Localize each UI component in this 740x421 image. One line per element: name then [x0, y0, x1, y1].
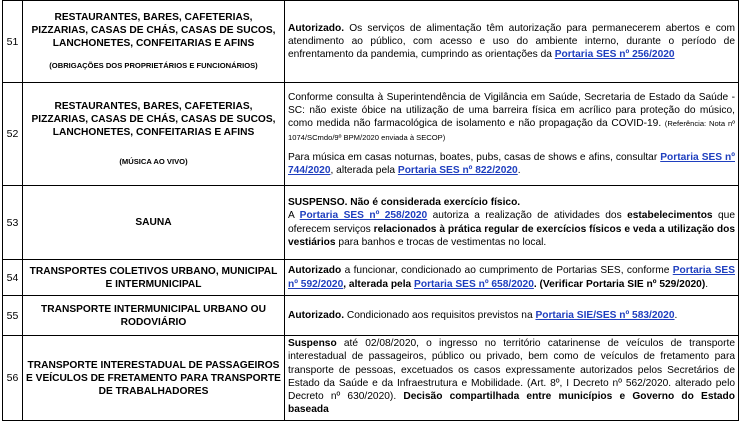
bold-text: estabelecimentos [627, 210, 713, 222]
description-cell [285, 260, 739, 296]
description-text: a funcionar, condicionado ao cumprimento de Portarias SES, conforme [341, 265, 673, 277]
description-text: Para música em casas noturnas, boates, pubs, casas de shows e afins, consultar [288, 151, 661, 163]
rules-table [2, 0, 739, 421]
description-text: Conforme consulta à Superintendência de Vigilância em Saúde, Secretaria de Estado da Saúde - SC: não existe óbice na utilização de uma barreira física em acrílico para proteção do músico, como medida não farmacológica de isolamento e não propagação da COVID-19. [288, 91, 735, 130]
description-text: autoriza a realização de atividades dos [427, 210, 628, 222]
activity-cell [23, 260, 285, 296]
row-number: 52 [3, 83, 23, 186]
activity-cell [23, 186, 285, 260]
activity-title: TRANSPORTE INTERESTADUAL DE PASSAGEIROS E VEÍCULOS DE FRETAMENTO PARA TRANSPORTE DE TRABALHADORES [26, 359, 281, 397]
activity-title: SAUNA [135, 217, 172, 228]
description-text: A [288, 210, 300, 222]
description-cell [285, 1, 739, 83]
description-text: Os serviços de alimentação têm autorização para permanecerem abertos e com atendimento ao público, com acesso e uso do ambiente interno, durante o período de enfrentamento da pandemia, cumprindo as orientações da [288, 22, 735, 61]
status-text: Autorizado. [288, 309, 345, 321]
portaria-link[interactable]: Portaria SES nº 592/2020 [288, 265, 736, 290]
table-row [3, 186, 739, 260]
row-number: 56 [3, 336, 23, 421]
portaria-link[interactable]: Portaria SES nº 744/2020 [288, 151, 735, 177]
portaria-link[interactable]: Portaria SES nº 258/2020 [299, 210, 428, 222]
description-text: . [674, 309, 678, 321]
description-cell [285, 336, 739, 421]
portaria-link[interactable]: Portaria SES nº 822/2020 [397, 165, 518, 177]
activity-title: RESTAURANTES, BARES, CAFETERIAS, PIZZARIAS, CASAS DE CHÁS, CASAS DE SUCOS, LANCHONETES, CONFEITARIAS E AFINS [31, 101, 276, 138]
description-text: Condicionado aos requisitos previstos na [344, 309, 536, 321]
description-text: . [705, 278, 709, 290]
description-text: até 02/08/2020, o ingresso no território catarinense de veículos de transporte interestadual de passageiros, público ou privado, bem como de veículos de fretamento para transporte de pessoas, excetuados os casos expressamente autorizados pelos Secretários de Estado da Saúde e da Infraestrutura e Mobilidade. (Art. 8º, I Decreto nº 562/2020. alterado pelo Decreto nº 630/2020). [288, 338, 735, 403]
description-cell [285, 186, 739, 260]
row-number: 54 [3, 260, 23, 296]
activity-cell [23, 83, 285, 186]
activity-title: TRANSPORTES COLETIVOS URBANO, MUNICIPAL E INTERMUNICIPAL [29, 265, 278, 290]
table-row [3, 296, 739, 336]
activity-note: (OBRIGAÇÕES DOS PROPRIETÁRIOS E FUNCIONÁRIOS) [49, 61, 258, 70]
reference-note: (Referência: Nota nº 1074/SCmdo/9º BPM/2020 enviada à SECOP) [288, 119, 735, 142]
status-text: Autorizado [288, 265, 342, 277]
activity-title: RESTAURANTES, BARES, CAFETERIAS, PIZZARIAS, CASAS DE CHÁS, CASAS DE SUCOS, LANCHONETES, CONFEITARIAS E AFINS [31, 12, 276, 49]
row-number: 53 [3, 186, 23, 260]
portaria-link[interactable]: Portaria SES nº 256/2020 [554, 49, 675, 61]
table-row [3, 1, 739, 83]
bold-text: , alterada pela [343, 278, 415, 290]
row-number: 51 [3, 1, 23, 83]
bold-text: Decisão compartilhada entre municípios e Governo do Estado baseada [288, 391, 736, 416]
description-text: que oferecem serviços [288, 210, 735, 235]
portaria-link[interactable]: Portaria SIE/SES nº 583/2020 [535, 309, 675, 321]
status-text: Autorizado. [288, 22, 345, 34]
description-cell [285, 83, 739, 186]
table-row [3, 336, 739, 421]
table-row [3, 83, 739, 186]
bold-text: relacionados à prática regular de exercícios físicos e veda a utilização dos vestiários [288, 223, 735, 248]
description-text: , alterada pela [330, 165, 398, 177]
activity-cell [23, 296, 285, 336]
status-text: Suspenso [288, 338, 337, 349]
activity-cell [23, 1, 285, 83]
activity-title: TRANSPORTE INTERMUNICIPAL URBANO OU RODOVIÁRIO [41, 303, 266, 328]
activity-cell [23, 336, 285, 421]
description-cell [285, 296, 739, 336]
status-text: SUSPENSO. Não é considerada exercício físico. [288, 196, 521, 208]
bold-text: . (Verificar Portaria SIE nº 529/2020) [533, 278, 706, 290]
row-number: 55 [3, 296, 23, 336]
table-row [3, 260, 739, 296]
activity-note: (MÚSICA AO VIVO) [119, 157, 188, 166]
description-text: para banhos e trocas de vestimentas no local. [335, 236, 547, 248]
portaria-link[interactable]: Portaria SES nº 658/2020 [414, 278, 534, 290]
description-text: . [517, 165, 521, 177]
